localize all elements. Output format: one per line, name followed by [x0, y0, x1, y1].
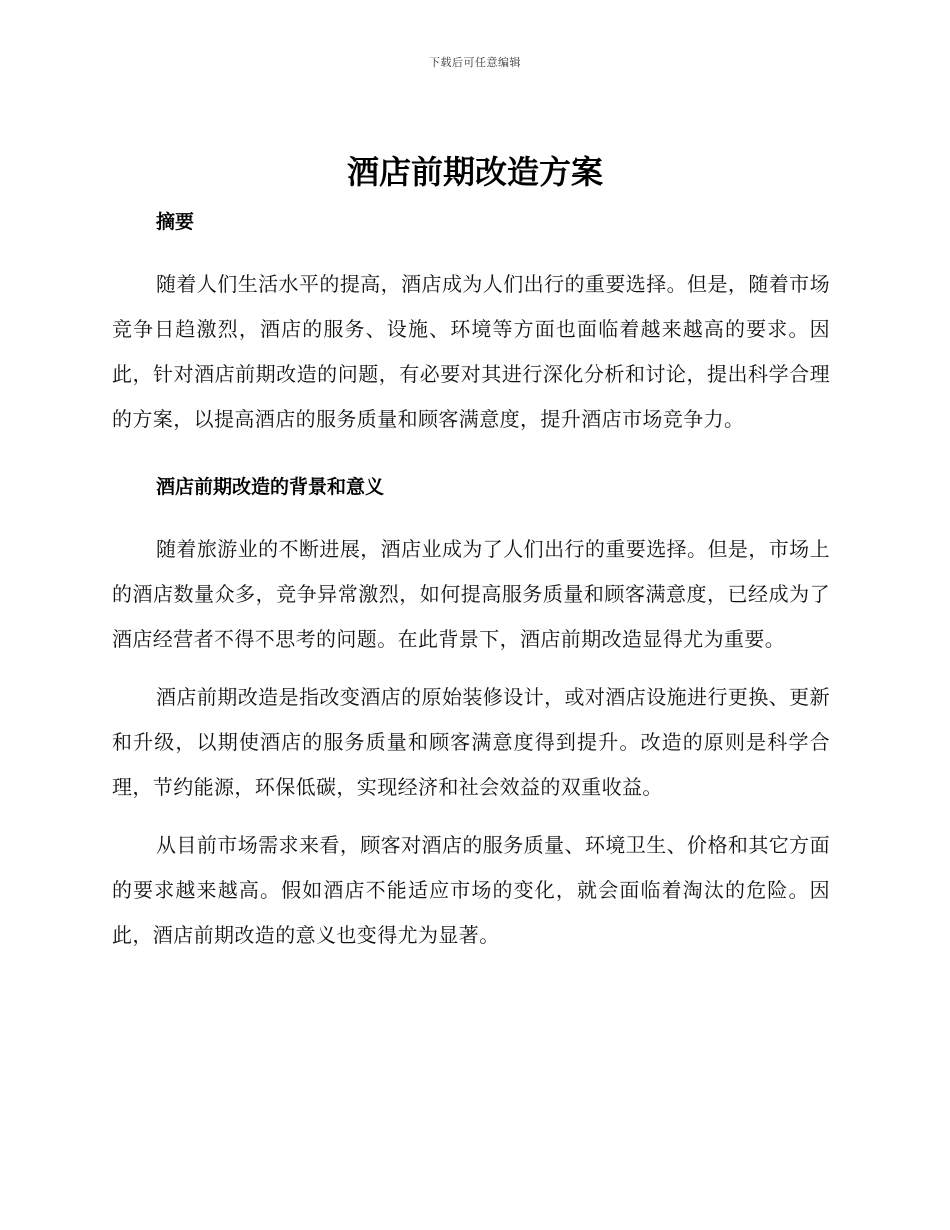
section-heading-abstract: 摘要	[156, 211, 195, 233]
document-body	[112, 206, 830, 958]
paragraph-background-2: 酒店前期改造是指改变酒店的原始装修设计，或对酒店设施进行更换、更新和升级，以期使酒店的服务质量和顾客满意度得到提升。改造的原则是科学合理，节约能源，环保低碳，实现经济和社会效益的双重收益。	[112, 685, 830, 799]
paragraph-background-3: 从目前市场需求来看，顾客对酒店的服务质量、环境卫生、价格和其它方面的要求越来越高。假如酒店不能适应市场的变化，就会面临着淘汰的危险。因此，酒店前期改造的意义也变得尤为显著。	[112, 833, 830, 947]
document-title: 酒店前期改造方案	[346, 153, 603, 191]
header-note: 下载后可任意编辑	[429, 56, 521, 69]
paragraph-background-1: 随着旅游业的不断进展，酒店业成为了人们出行的重要选择。但是，市场上的酒店数量众多，竞争异常激烈，如何提高服务质量和顾客满意度，已经成为了酒店经营者不得不思考的问题。在此背景下，酒店前期改造显得尤为重要。	[112, 537, 830, 651]
paragraph-abstract: 随着人们生活水平的提高，酒店成为人们出行的重要选择。但是，随着市场竞争日趋激烈，酒店的服务、设施、环境等方面也面临着越来越高的要求。因此，针对酒店前期改造的问题，有必要对其进行深化分析和讨论，提出科学合理的方案，以提高酒店的服务质量和顾客满意度，提升酒店市场竞争力。	[112, 272, 830, 431]
section-heading-background: 酒店前期改造的背景和意义	[156, 476, 385, 498]
